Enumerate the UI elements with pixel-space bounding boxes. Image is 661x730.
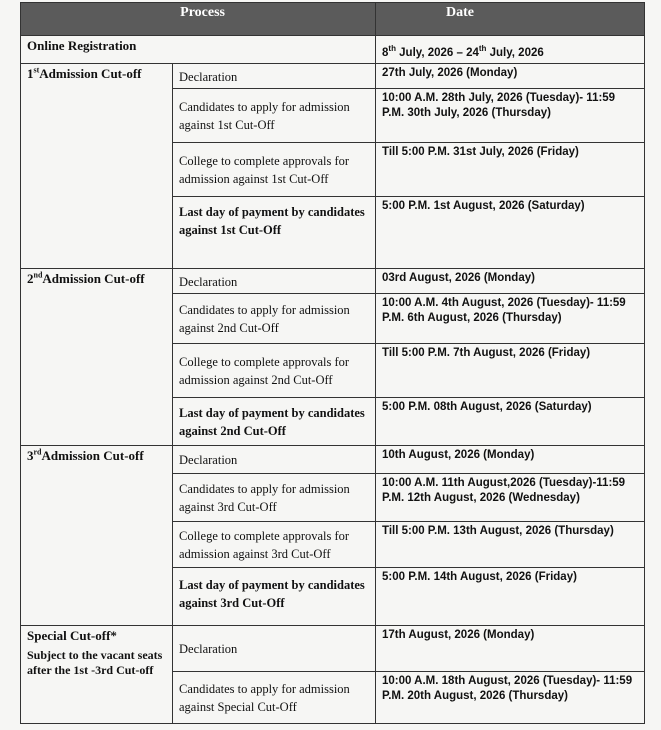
cutoff-2-title: 2ndAdmission Cut-off: [21, 269, 173, 446]
cutoff-1-approval: College to complete approvals for admission against 1st Cut-Off: [173, 143, 376, 197]
special-declaration: Declaration: [173, 626, 376, 672]
special-apply-date: 10:00 A.M. 18th August, 2026 (Tuesday)- 11:59 P.M. 20th August, 2026 (Thursday): [376, 672, 645, 724]
cutoff-1-apply: Candidates to apply for admission against 1st Cut-Off: [173, 89, 376, 143]
cutoff-2-declaration: Declaration: [173, 269, 376, 294]
cutoff-2-approval: College to complete approvals for admission against 2nd Cut-Off: [173, 344, 376, 398]
process-header: Process: [21, 3, 376, 36]
cutoff-2-apply: Candidates to apply for admission against 2nd Cut-Off: [173, 294, 376, 344]
cutoff-3-declaration: Declaration: [173, 446, 376, 474]
cutoff-1-approval-date: Till 5:00 P.M. 31st July, 2026 (Friday): [376, 143, 645, 197]
cutoff-2-payment-date: 5:00 P.M. 08th August, 2026 (Saturday): [376, 398, 645, 446]
registration-row: [21, 36, 645, 64]
registration-date: 8th July, 2026 – 24th July, 2026: [376, 36, 645, 64]
special-apply: Candidates to apply for admission against Special Cut-Off: [173, 672, 376, 724]
special-declaration-row: [21, 626, 645, 672]
cutoff-3-approval: College to complete approvals for admission against 3rd Cut-Off: [173, 522, 376, 568]
cutoff-3-title: 3rdAdmission Cut-off: [21, 446, 173, 626]
cutoff-3-approval-date: Till 5:00 P.M. 13th August, 2026 (Thursday): [376, 522, 645, 568]
cutoff-2-declaration-date: 03rd August, 2026 (Monday): [376, 269, 645, 294]
cutoff-3-apply-date: 10:00 A.M. 11th August,2026 (Tuesday)-11:59 P.M. 12th August, 2026 (Wednesday): [376, 474, 645, 522]
cutoff-3-declaration-row: [21, 446, 645, 474]
cutoff-3-payment: Last day of payment by candidates against 3rd Cut-Off: [173, 568, 376, 626]
cutoff-1-title: 1stAdmission Cut-off: [21, 64, 173, 269]
cutoff-1-payment-date: 5:00 P.M. 1st August, 2026 (Saturday): [376, 197, 645, 269]
cutoff-1-payment: Last day of payment by candidates against 1st Cut-Off: [173, 197, 376, 269]
special-cutoff-note: Subject to the vacant seats after the 1st -3rd Cut-off: [27, 648, 163, 677]
special-declaration-date: 17th August, 2026 (Monday): [376, 626, 645, 672]
registration-label: Online Registration: [21, 36, 376, 64]
cutoff-1-declaration-row: [21, 64, 645, 89]
date-header: Date: [376, 3, 645, 36]
cutoff-1-apply-date: 10:00 A.M. 28th July, 2026 (Tuesday)- 11:59 P.M. 30th July, 2026 (Thursday): [376, 89, 645, 143]
table-header-row: [21, 3, 645, 36]
cutoff-3-payment-date: 5:00 P.M. 14th August, 2026 (Friday): [376, 568, 645, 626]
cutoff-2-payment: Last day of payment by candidates against 2nd Cut-Off: [173, 398, 376, 446]
cutoff-3-declaration-date: 10th August, 2026 (Monday): [376, 446, 645, 474]
special-cutoff-title: Special Cut-off* Subject to the vacant seats after the 1st -3rd Cut-off: [21, 626, 173, 724]
admission-schedule-table: [20, 2, 645, 724]
cutoff-2-apply-date: 10:00 A.M. 4th August, 2026 (Tuesday)- 11:59 P.M. 6th August, 2026 (Thursday): [376, 294, 645, 344]
cutoff-2-approval-date: Till 5:00 P.M. 7th August, 2026 (Friday): [376, 344, 645, 398]
cutoff-1-declaration-date: 27th July, 2026 (Monday): [376, 64, 645, 89]
cutoff-3-apply: Candidates to apply for admission against 3rd Cut-Off: [173, 474, 376, 522]
cutoff-1-declaration: Declaration: [173, 64, 376, 89]
cutoff-2-declaration-row: [21, 269, 645, 294]
